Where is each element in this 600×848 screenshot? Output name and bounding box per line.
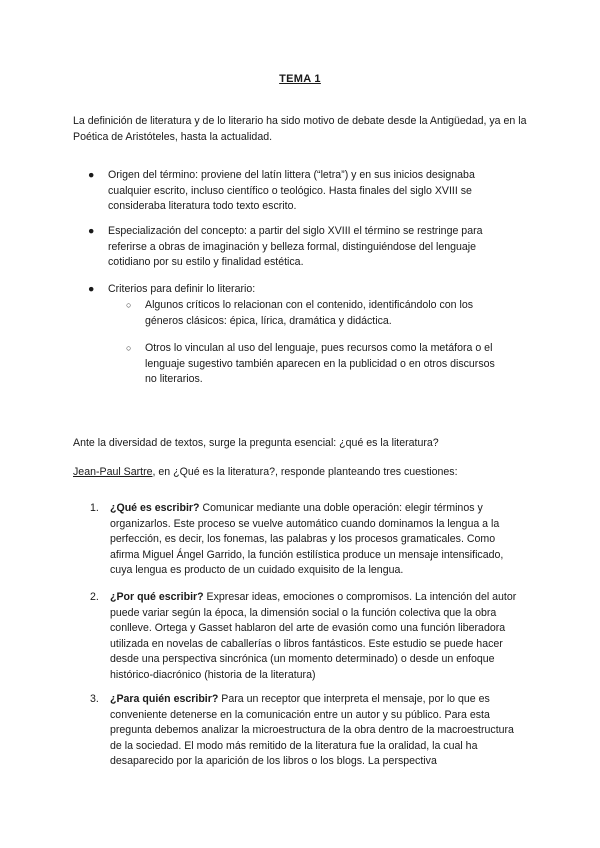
item-number: 1. xyxy=(90,502,99,514)
bullet-item xyxy=(88,224,508,271)
item-heading: ¿Por qué escribir? xyxy=(110,591,204,603)
bullet-item xyxy=(88,168,508,215)
bullet-item xyxy=(88,282,508,298)
bullet-text: Origen del término: proviene del latín littera (“letra”) y en sus inicios designaba cualquier escrito, incluso científico o teológico. Hasta finales del siglo XVIII se consideraba literatura todo texto escrito. xyxy=(108,169,475,213)
sub-bullet-marker: ○ xyxy=(126,300,132,310)
bullet-marker: ● xyxy=(88,169,95,181)
item-heading: ¿Para quién escribir? xyxy=(110,693,219,705)
numbered-item xyxy=(90,501,520,579)
page-title: TEMA 1 xyxy=(279,73,321,85)
bullet-text: Criterios para definir lo literario: xyxy=(108,283,256,295)
bullet-marker: ● xyxy=(88,283,95,295)
numbered-item xyxy=(90,590,520,684)
item-number: 3. xyxy=(90,693,99,705)
item-heading: ¿Qué es escribir? xyxy=(110,502,200,514)
item-number: 2. xyxy=(90,591,99,603)
sub-bullet-text: Otros lo vinculan al uso del lenguaje, pues recursos como la metáfora o el lenguaje sugestivo también aparecen en la publicidad o en otros discursos no literarios. xyxy=(145,342,495,386)
sub-bullet-marker: ○ xyxy=(126,343,132,353)
numbered-item xyxy=(90,692,520,770)
bullet-text: Especialización del concepto: a partir del siglo XVIII el término se restringe para referirse a obras de imaginación y belleza formal, distinguiéndose del lenguaje cotidiano por su estilo y finalidad estética. xyxy=(108,225,483,269)
item-text: Para un receptor que interpreta el mensaje, por lo que es conveniente detenerse en la comunicación entre un autor y su público. Para esta pregunta debemos analizar la microestructura de la obra dentro de la macroestructura de la sociedad. El modo más remitido de la literatura fue la oralidad, la cual ha desaparecido por la aparición de los libros o los blogs. La perspectiva xyxy=(110,693,514,768)
sub-bullet-item xyxy=(126,341,504,388)
intro-paragraph: La definición de literatura y de lo literario ha sido motivo de debate desde la Antigüedad, ya en la Poética de Aristóteles, hasta la actualidad. xyxy=(73,115,527,143)
bullet-marker: ● xyxy=(88,225,95,237)
sub-bullet-text: Algunos críticos lo relacionan con el contenido, identificándolo con los géneros clásicos: épica, lírica, dramática y didáctica. xyxy=(145,299,474,327)
item-text: Comunicar mediante una doble operación: elegir términos y organizarlos. Este proceso se vuelve automático cuando dominamos la lengua a la perfección, es decir, los fonemas, las palabras y los procesos gramaticales. Como afirma Miguel Ángel Garrido, la función estilística produce un mensaje intensificado, cuya lengua es producto de un cuidado exquisito de la lengua. xyxy=(110,502,504,577)
item-text: Expresar ideas, emociones o compromisos. La intención del autor puede variar según la época, la dimensión social o la función colectiva que la obra conlleve. Ortega y Gasset hablaron del arte de evasión como una función liberadora utilizada en novelas de caballerías o libros fantásticos. Este estudio se puede hacer desde una perspectiva sincrónica (un momento determinado) o desde un enfoque histórico-diacrónico (historia de la literatura) xyxy=(110,591,517,681)
question-paragraph: Ante la diversidad de textos, surge la pregunta esencial: ¿qué es la literatura? xyxy=(73,437,439,449)
sartre-text: , en ¿Qué es la literatura?, responde planteando tres cuestiones: xyxy=(152,466,458,478)
author-name: Jean-Paul Sartre xyxy=(73,466,153,478)
sartre-paragraph xyxy=(73,465,533,481)
sub-bullet-item xyxy=(126,298,504,329)
